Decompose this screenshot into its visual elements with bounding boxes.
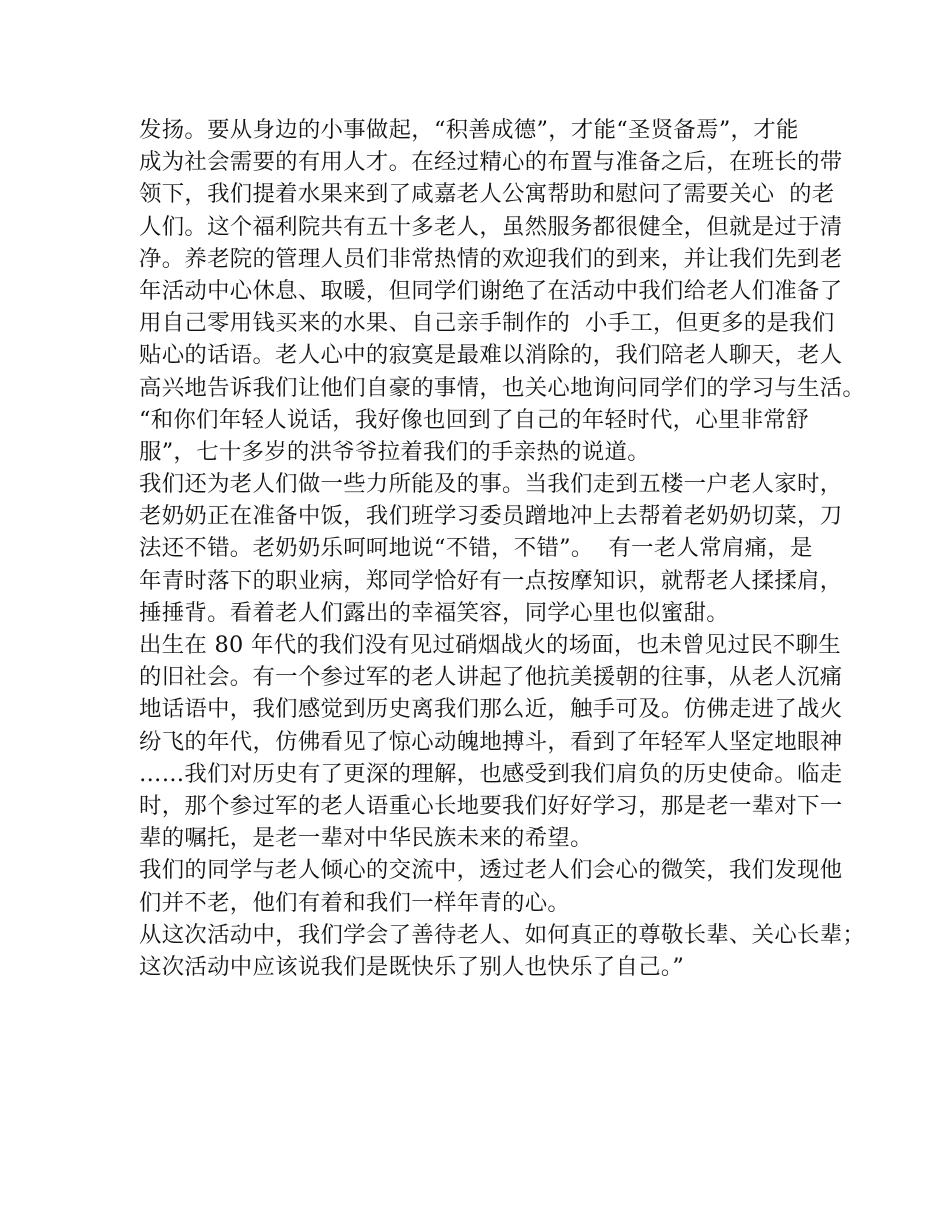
text-line: 用自己零用钱买来的水果、自己亲手制作的 小手工，但更多的是我们 — [139, 310, 835, 337]
text-line: 地话语中，我们感觉到历史离我们那么近，触手可及。仿佛走进了战火 — [139, 696, 843, 723]
text-line: 年青时落下的职业病，郑同学恰好有一点按摩知识，就帮老人揉揉肩， — [139, 567, 843, 594]
text-line: 时，那个参过军的老人语重心长地要我们好好学习，那是老一辈对下一 — [139, 792, 843, 819]
text-line: 们并不老，他们有着和我们一样年青的心。 — [139, 889, 571, 916]
text-line: 贴心的话语。老人心中的寂寞是最难以消除的，我们陪老人聊天，老人 — [139, 342, 843, 369]
text-line: “和你们年轻人说话，我好像也回到了自己的年轻时代，心里非常舒 — [139, 406, 809, 433]
text-line: 这次活动中应该说我们是既快乐了别人也快乐了自己。” — [139, 953, 685, 980]
text-line: 的旧社会。有一个参过军的老人讲起了他抗美援朝的往事，从老人沉痛 — [139, 664, 843, 691]
text-line: 成为社会需要的有用人才。在经过精心的布置与准备之后，在班长的带 — [139, 149, 843, 176]
text-line: 发扬。要从身边的小事做起，“积善成德”，才能“圣贤备焉”，才能 — [139, 117, 799, 143]
text-line: 辈的嘱托，是老一辈对中华民族未来的希望。 — [139, 825, 593, 852]
text-line: 纷飞的年代，仿佛看见了惊心动魄地搏斗，看到了年轻军人坚定地眼神 — [139, 728, 843, 755]
text-line: 捶捶背。看着老人们露出的幸福笑容，同学心里也似蜜甜。 — [139, 599, 729, 626]
text-line: 我们还为老人们做一些力所能及的事。当我们走到五楼一户老人家时， — [139, 471, 843, 498]
text-line: ……我们对历史有了更深的理解，也感受到我们肩负的历史使命。临走 — [139, 760, 843, 787]
text-line: 我们的同学与老人倾心的交流中，透过老人们会心的微笑，我们发现他 — [139, 857, 843, 884]
body-text — [139, 114, 866, 983]
text-line: 老奶奶正在准备中饭，我们班学习委员蹭地冲上去帮着老奶奶切菜，刀 — [139, 503, 843, 530]
text-line: 人们。这个福利院共有五十多老人，虽然服务都很健全，但就是过于清 — [139, 213, 843, 240]
text-line: 出生在 80 年代的我们没有见过硝烟战火的场面，也未曾见过民不聊生 — [139, 632, 841, 658]
text-line: 从这次活动中，我们学会了善待老人、如何真正的尊敬长辈、关心长辈； — [139, 921, 866, 948]
text-line: 高兴地告诉我们让他们自豪的事情，也关心地询问同学们的学习与生活。 — [139, 374, 866, 401]
text-line: 领下，我们提着水果来到了咸嘉老人公寓帮助和慰问了需要关心 的老 — [139, 181, 835, 208]
text-line: 年活动中心休息、取暖，但同学们谢绝了在活动中我们给老人们准备了 — [139, 277, 843, 304]
text-line: 服”，七十多岁的洪爷爷拉着我们的手亲热的说道。 — [139, 438, 650, 465]
text-line: 法还不错。老奶奶乐呵呵地说“不错，不错”。 有一老人常肩痛，是 — [139, 535, 813, 562]
text-line: 净。养老院的管理人员们非常热情的欢迎我们的到来，并让我们先到老 — [139, 245, 843, 272]
